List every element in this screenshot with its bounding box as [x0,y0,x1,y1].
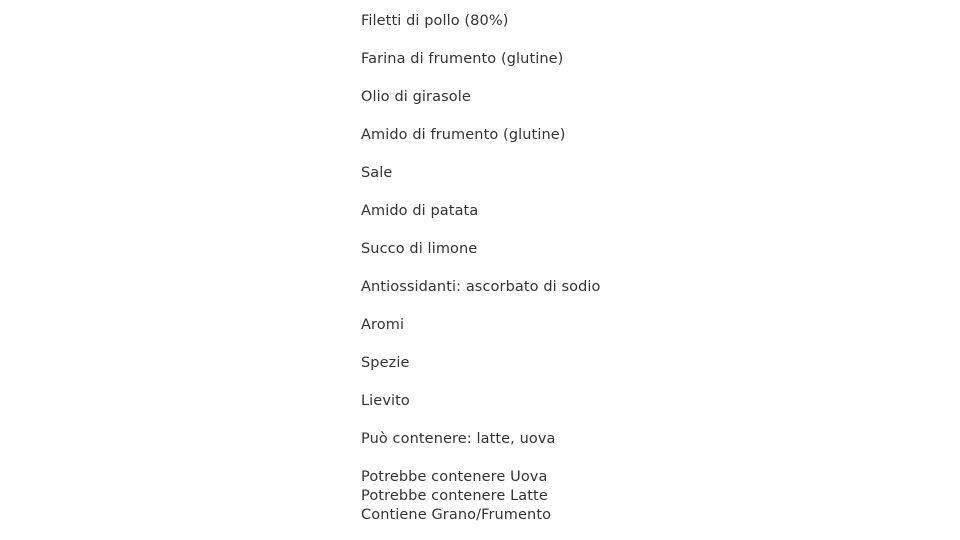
ingredient-item: Amido di frumento (glutine) [361,127,566,143]
ingredient-item: Sale [361,165,393,181]
allergen-note: Potrebbe contenere Latte [361,488,548,504]
ingredient-item: Aromi [361,317,405,333]
ingredient-list [361,12,921,468]
ingredient-item: Può contenere: latte, uova [361,431,556,447]
allergen-note: Contiene Grano/Frumento [361,507,552,523]
ingredient-item: Amido di patata [361,203,479,219]
allergen-note: Potrebbe contenere Uova [361,469,548,485]
ingredient-item: Spezie [361,355,410,371]
ingredient-item: Filetti di pollo (80%) [361,13,509,29]
ingredient-item: Succo di limone [361,241,478,257]
allergen-notes [361,468,921,525]
ingredient-item: Lievito [361,393,410,409]
ingredient-item: Farina di frumento (glutine) [361,51,564,67]
ingredient-item: Olio di girasole [361,89,471,105]
ingredient-item: Antiossidanti: ascorbato di sodio [361,279,601,295]
